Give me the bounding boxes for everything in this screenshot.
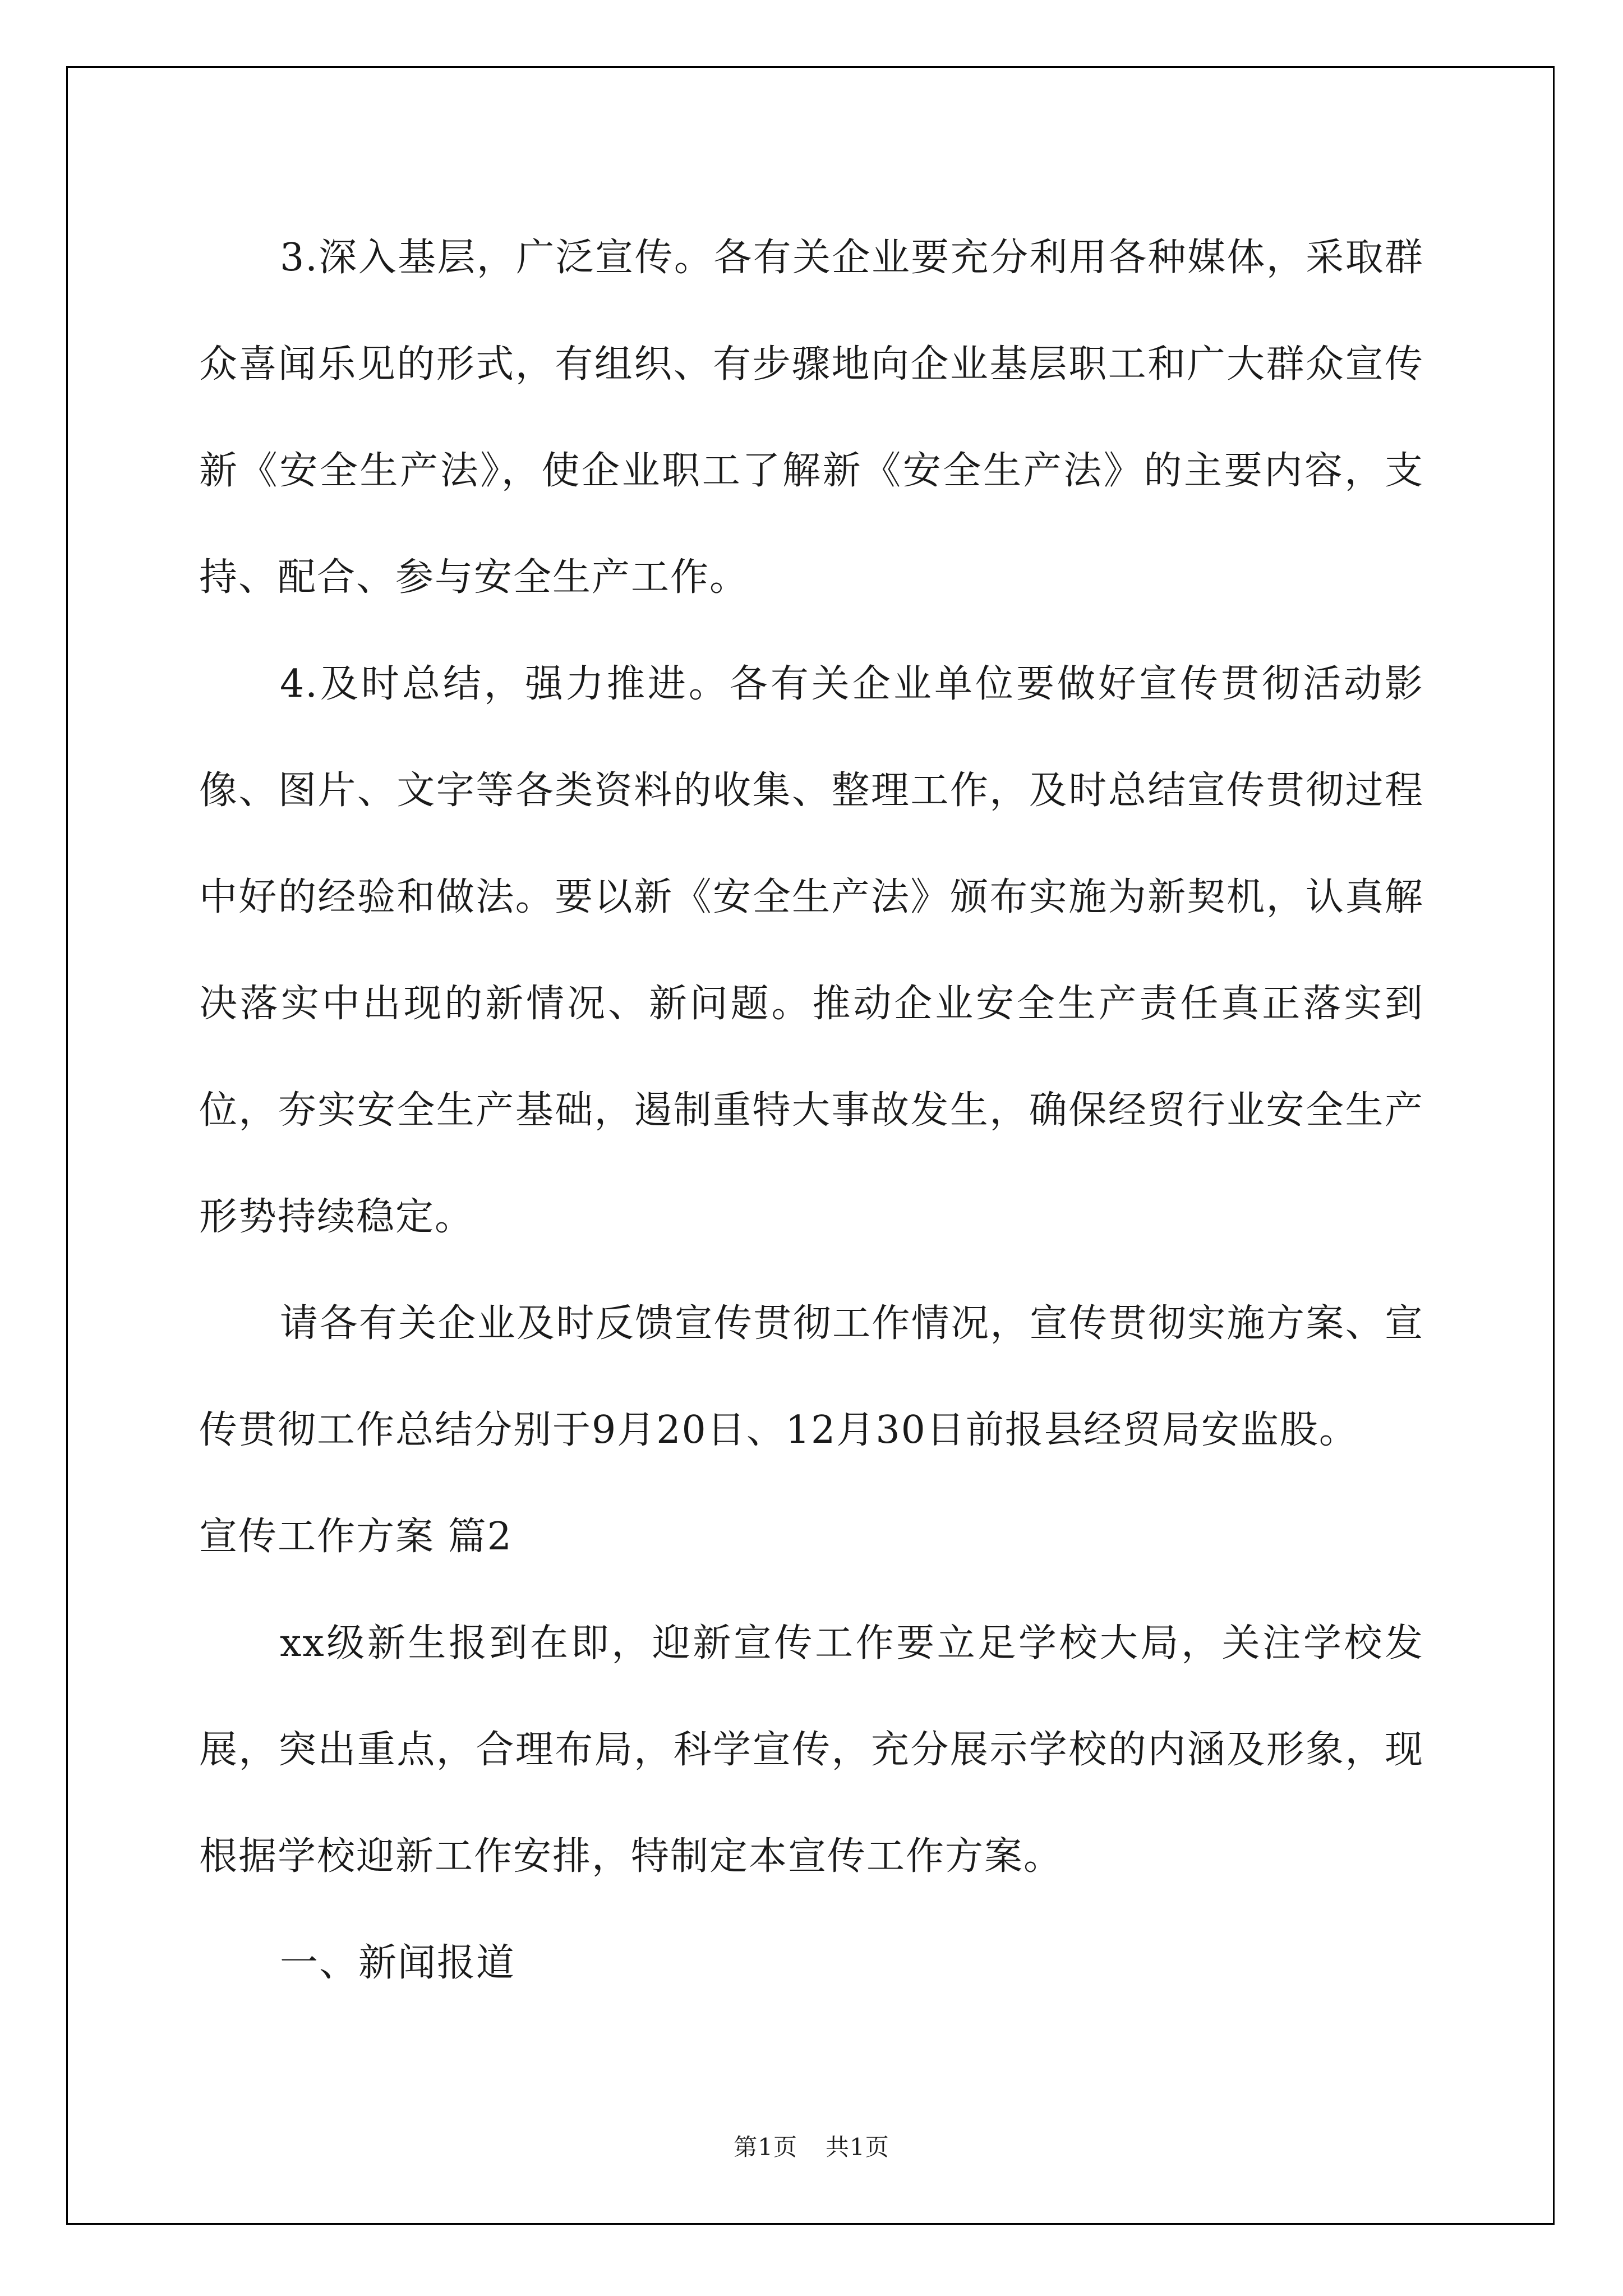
- paragraph-new-students: xx级新生报到在即，迎新宣传工作要立足学校大局，关注学校发展，突出重点，合理布局，科学宣传，充分展示学校的内涵及形象，现根据学校迎新工作安排，特制定本宣传工作方案。: [199, 1621, 1424, 1879]
- document-body: [199, 205, 1424, 2017]
- paragraph-feedback: 请各有关企业及时反馈宣传贯彻工作情况，宣传贯彻实施方案、宣传贯彻工作总结分别于9月20日、12月30日前报县经贸局安监股。: [199, 1301, 1424, 1452]
- paragraph-summary: 4.及时总结，强力推进。各有关企业单位要做好宣传贯彻活动影像、图片、文字等各类资料的收集、整理工作，及时总结宣传贯彻过程中好的经验和做法。要以新《安全生产法》颁布实施为新契机，认真解决落实中出现的新情况、新问题。推动企业安全生产责任真正落实到位，夯实安全生产基础，遏制重特大事故发生，确保经贸行业安全生产形势持续稳定。: [199, 662, 1424, 1239]
- page-number: 第1页: [734, 2133, 797, 2161]
- paragraph-publicity: 3.深入基层，广泛宣传。各有关企业要充分利用各种媒体，采取群众喜闻乐见的形式，有组织、有步骤地向企业基层职工和广大群众宣传新《安全生产法》，使企业职工了解新《安全生产法》的主要内容，支持、配合、参与安全生产工作。: [199, 236, 1424, 600]
- section-heading: 宣传工作方案 篇2: [199, 1515, 513, 1559]
- subheading-news-reports: 一、新闻报道: [280, 1941, 516, 1985]
- page-total: 共1页: [826, 2133, 889, 2161]
- page-footer: [0, 2129, 1623, 2162]
